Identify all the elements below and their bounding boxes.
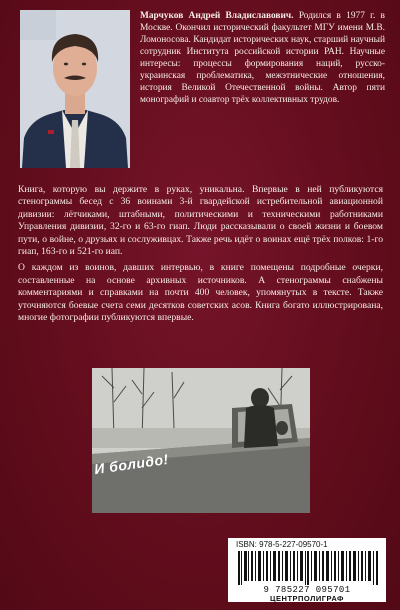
barcode-icon (238, 551, 378, 585)
plane-inscription: И болидо! (93, 450, 170, 478)
barcode-digits: 9 785227 095701 (263, 585, 351, 595)
publisher-name: ЦЕНТРПОЛИГРАФ (270, 594, 344, 603)
author-photo (20, 10, 130, 168)
isbn-label: ISBN: 978-5-227-09570-1 (236, 540, 328, 549)
author-bio-text: Родился в 1977 г. в Москве. Окончил исторический факультет МГУ имени М.В. Ломоносова. Кандидат исторических наук, старший научный сотрудник Института российской истории РАН. Научные интересы: процессы формирования наций, русско-украинская проблематика, межэтнические отношения, история Великой Отечественной войны. Автор пяти монографий и соавтор трёх коллективных трудов. (140, 11, 385, 105)
annotation-paragraph-1: Книга, которую вы держите в руках, уникальна. Впервые в ней публикуются стенограммы бесед с 36 воинами 3-й гвардейской истребительной авиационной дивизии: лётчиками, штабными, политическими и техническими работниками Управления дивизии, 32-го и 63-го гиап. Люди рассказывали о своей жизни и боевом пути, о войне, о друзьях и сослуживцах. Также речь идёт о воинах ещё трёх полков: 1-го гиап, 163-го и 521-го иап. (18, 184, 383, 258)
war-photo (92, 368, 310, 513)
author-bio (140, 10, 385, 106)
isbn-barcode-block (228, 538, 386, 602)
author-name: Марчуков Андрей Владиславович. (140, 11, 294, 21)
book-annotation (18, 184, 383, 324)
annotation-paragraph-2: О каждом из воинов, давших интервью, в книге помещены подробные очерки, составленные на основе архивных источников. А стенограммы снабжены комментариями и справками на почти 400 человек, упомянутых в тексте. Также уточняются боевые счета семи десятков советских асов. Книга богато иллюстрирована, многие фотографии публикуются впервые. (18, 262, 383, 324)
